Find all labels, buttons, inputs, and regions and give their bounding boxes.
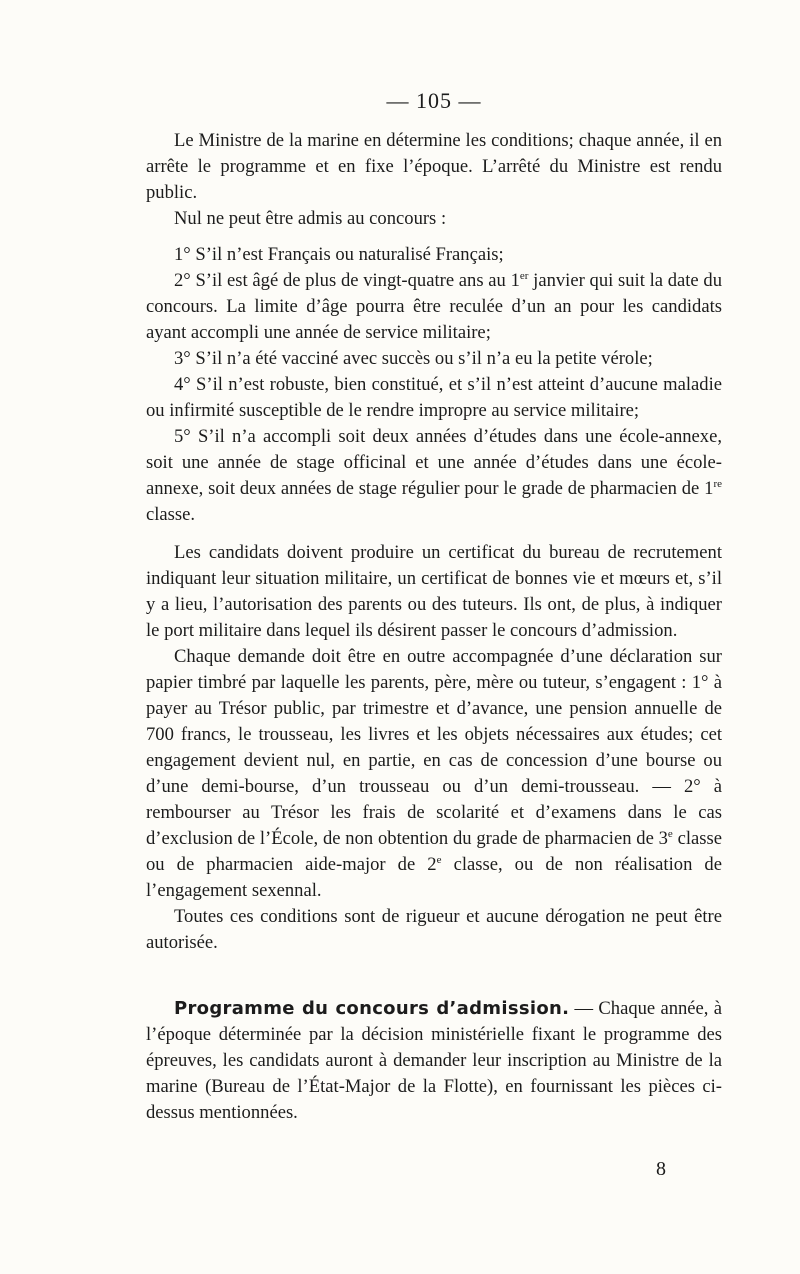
condition-3 (146, 346, 722, 372)
condition-2-text-a: S’il est âgé de plus de vingt-quatre ans au 1 (195, 270, 520, 291)
condition-1-text: S’il n’est Français ou naturalisé Français; (195, 244, 504, 265)
condition-5-text-b: classe. (146, 504, 196, 525)
programme-heading: Programme du concours d’admission. (174, 998, 570, 1019)
condition-2-text-b: janvier qui suit la date du concours. La limite d’âge pourra être reculée d’un an pour les candidats ayant accompli une année de service militaire; (146, 270, 723, 343)
condition-5 (146, 424, 722, 528)
intro-paragraph-2: Nul ne peut être admis au concours : (174, 208, 447, 229)
declaration-paragraph (146, 644, 722, 904)
condition-2-superscript: er (519, 270, 529, 282)
rigueur-paragraph: Toutes ces conditions sont de rigueur et aucune dérogation ne peut être autorisée. (146, 906, 722, 953)
condition-4-text: S’il n’est robuste, bien constitué, et s’il n’est atteint d’aucune maladie ou infirmité susceptible de le rendre impropre au service militaire; (146, 374, 722, 421)
condition-3-text: S’il n’a été vacciné avec succès ou s’il n’a eu la petite vérole; (195, 348, 653, 369)
page-number: — 105 — (386, 88, 482, 113)
certificates-paragraph: Les candidats doivent produire un certificat du bureau de recrutement indiquant leur situation militaire, un certificat de bonnes vie et mœurs et, s’il y a lieu, l’autorisation des parents ou des tuteurs. Ils ont, de plus, à indiquer le port militaire dans lequel ils désirent passer le concours d’admission. (146, 542, 722, 641)
body-text (146, 128, 722, 1126)
programme-text: — Chaque année, à l’époque déterminée par la décision ministérielle fixant le programme des épreuves, les candidats auront à demander leur inscription au Ministre de la marine (Bureau de l’État-Major de la Flotte), en fournissant les pièces ci-dessus mentionnées. (146, 998, 722, 1123)
condition-5-text-a: S’il n’a accompli soit deux années d’études dans une école-annexe, soit une année de stage officinal et une année d’études dans une école-annexe, soit deux années de stage régulier pour le grade de pharmacien de 1 (146, 426, 722, 499)
condition-5-superscript: re (713, 478, 722, 490)
signature-mark: 8 (656, 1158, 666, 1180)
condition-5-number: 5° (174, 426, 191, 447)
condition-2-number: 2° (174, 270, 191, 291)
declaration-superscript-1: e (667, 828, 673, 840)
declaration-text-c: classe, ou de non réalisation de l’engagement sexennal. (146, 854, 722, 901)
condition-2 (146, 268, 722, 346)
declaration-text-b: classe ou de pharmacien aide-major de 2 (146, 828, 722, 875)
condition-4 (146, 372, 722, 424)
intro-paragraph-1: Le Ministre de la marine en détermine les conditions; chaque année, il en arrête le programme et en fixe l’époque. L’arrêté du Ministre est rendu public. (146, 130, 722, 203)
condition-1-number: 1° (174, 244, 191, 265)
condition-1 (146, 242, 722, 268)
declaration-superscript-2: e (436, 854, 442, 866)
page (146, 0, 722, 1274)
declaration-text-a: Chaque demande doit être en outre accompagnée d’une déclaration sur papier timbré par laquelle les parents, père, mère ou tuteur, s’engagent : 1° à payer au Trésor public, par trimestre et d’avance, une pension annuelle de 700 francs, le trousseau, les livres et les objets nécessaires aux études; cet engagement devient nul, en partie, en cas de concession d’une bourse ou d’une demi-bourse, d’un trousseau ou d’un demi-trousseau. — 2° à rembourser au Trésor les frais de scolarité et d’examens dans le cas d’exclusion de l’École, de non obtention du grade de pharmacien de 3 (146, 646, 722, 849)
condition-4-number: 4° (174, 374, 191, 395)
programme-paragraph (146, 996, 722, 1126)
condition-3-number: 3° (174, 348, 191, 369)
